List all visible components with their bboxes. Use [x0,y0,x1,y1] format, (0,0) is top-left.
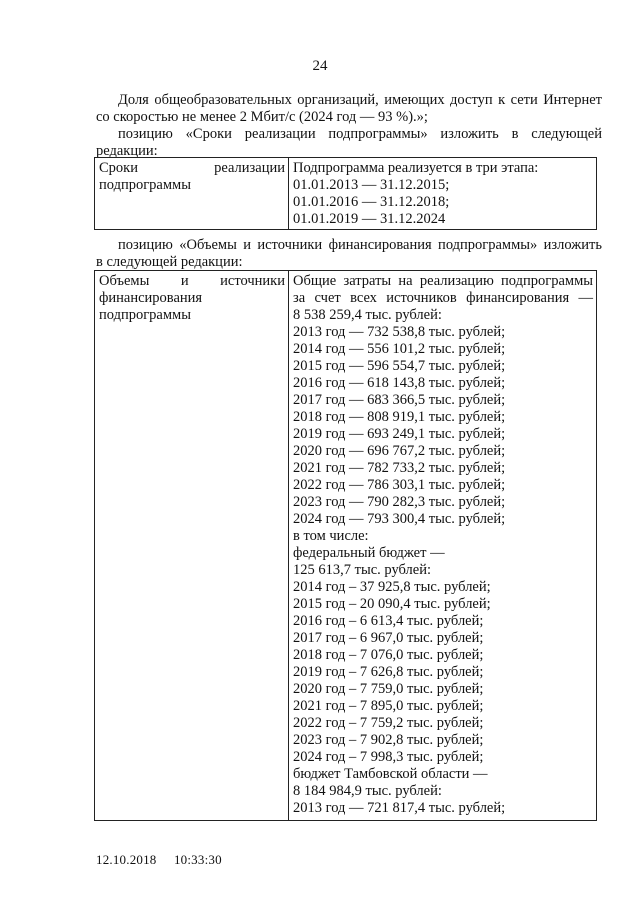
terms-value-cell [289,158,597,230]
funding-line: 2024 год — 793 300,4 тыс. рублей; [293,511,506,527]
label-word: и [180,273,189,289]
terms-line: 01.01.2016 — 31.12.2018; [293,194,450,210]
print-time: 10:33:30 [173,852,222,867]
funding-line: 2020 год – 7 759,0 тыс. рублей; [293,681,484,697]
funding-line: 2024 год – 7 998,3 тыс. рублей; [293,749,484,765]
funding-line: 2013 год — 732 538,8 тыс. рублей; [293,324,506,340]
funding-line: 2021 год – 7 895,0 тыс. рублей; [293,698,484,714]
table-row [95,158,597,230]
label-word: Объемы [99,273,150,289]
paragraph-terms-position [96,126,602,160]
label-word: подпрограммы [99,177,191,193]
funding-line: 2016 год — 618 143,8 тыс. рублей; [293,375,506,391]
terms-line: 01.01.2019 — 31.12.2024 [293,211,446,227]
funding-lines [293,307,593,817]
funding-line: 2023 год — 790 282,3 тыс. рублей; [293,494,506,510]
label-word: источники [220,273,285,289]
print-date: 12.10.2018 [96,852,157,867]
funding-line: 2020 год — 696 767,2 тыс. рублей; [293,443,506,459]
funding-line: 2022 год – 7 759,2 тыс. рублей; [293,715,484,731]
paragraph-line: со скоростью не менее 2 Мбит/с (2024 год — 93 %).»; [96,109,428,125]
paragraph-internet-access [96,92,602,126]
paragraph-line: Доля общеобразовательных организаций, имеющих доступ к сети Интернет [118,92,602,108]
label-line: подпрограммы [99,307,191,323]
label-word: Сроки [99,160,138,176]
funding-line: федеральный бюджет — [293,545,445,561]
print-timestamp [96,852,222,868]
paragraph-line: позицию «Объемы и источники финансирования подпрограммы» изложить [118,237,602,253]
paragraph-line: позицию «Сроки реализации подпрограммы» изложить в следующей [118,126,602,142]
funding-line: 2022 год — 786 303,1 тыс. рублей; [293,477,506,493]
funding-line: 2016 год – 6 613,4 тыс. рублей; [293,613,484,629]
table-row [95,271,597,821]
funding-line: 2014 год – 37 925,8 тыс. рублей; [293,579,491,595]
page-number: 24 [312,58,328,74]
funding-line: в том числе: [293,528,369,544]
funding-label-cell [95,271,289,821]
funding-line: 8 184 984,9 тыс. рублей: [293,783,442,799]
label-line: финансирования [99,290,203,306]
terms-label-cell [95,158,289,230]
terms-line: Подпрограмма реализуется в три этапа: [293,160,539,176]
funding-line: 2021 год — 782 733,2 тыс. рублей; [293,460,506,476]
funding-intro-line: за счет всех источников финансирования — [293,290,593,306]
funding-line: 2019 год — 693 249,1 тыс. рублей; [293,426,506,442]
funding-line: 2013 год — 721 817,4 тыс. рублей; [293,800,506,816]
funding-line: 2018 год – 7 076,0 тыс. рублей; [293,647,484,663]
funding-line: 2018 год — 808 919,1 тыс. рублей; [293,409,506,425]
funding-line: 2014 год — 556 101,2 тыс. рублей; [293,341,506,357]
funding-line: 125 613,7 тыс. рублей: [293,562,431,578]
paragraph-line: редакции: [96,143,158,159]
paragraph-funding-position [96,237,602,271]
funding-intro-line: Общие затраты на реализацию подпрограммы [293,273,593,289]
funding-value-cell [289,271,597,821]
funding-line: 2019 год – 7 626,8 тыс. рублей; [293,664,484,680]
funding-line: 2015 год — 596 554,7 тыс. рублей; [293,358,506,374]
funding-line: 8 538 259,4 тыс. рублей: [293,307,442,323]
terms-line: 01.01.2013 — 31.12.2015; [293,177,450,193]
terms-table [94,157,597,230]
funding-line: 2017 год – 6 967,0 тыс. рублей; [293,630,484,646]
funding-line: 2017 год — 683 366,5 тыс. рублей; [293,392,506,408]
label-word: реализации [214,160,285,176]
funding-table [94,270,597,821]
funding-line: 2015 год – 20 090,4 тыс. рублей; [293,596,491,612]
funding-line: бюджет Тамбовской области — [293,766,488,782]
paragraph-line: в следующей редакции: [96,254,243,270]
funding-line: 2023 год – 7 902,8 тыс. рублей; [293,732,484,748]
